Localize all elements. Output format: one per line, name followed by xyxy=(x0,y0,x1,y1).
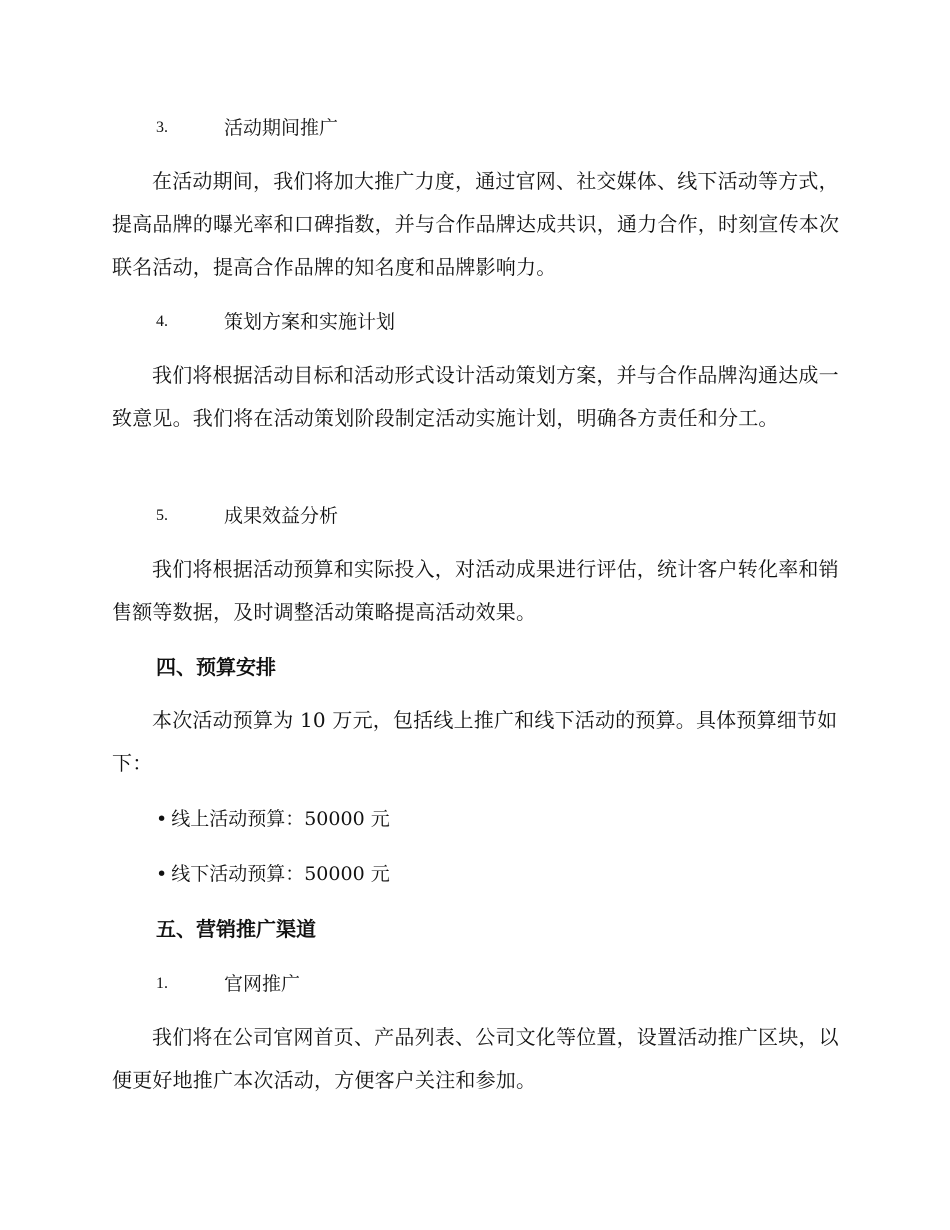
bullet-icon: • xyxy=(156,808,168,830)
list-number: 1. xyxy=(156,975,168,992)
paragraph-promotion: 在活动期间，我们将加大推广力度，通过官网、社交媒体、线下活动等方式，提高品牌的曝光率和口碑指数，并与合作品牌达成共识，通力合作，时刻宣传本次联名活动，提高合作品牌的知名度和品牌影响力。 xyxy=(112,169,840,279)
list-title: 成果效益分析 xyxy=(224,505,339,527)
list-title: 活动期间推广 xyxy=(224,117,339,139)
list-number: 3. xyxy=(156,119,168,136)
paragraph-analysis: 我们将根据活动预算和实际投入，对活动成果进行评估，统计客户转化率和销售额等数据，及时调整活动策略提高活动效果。 xyxy=(112,557,839,624)
list-number: 4. xyxy=(156,313,168,330)
paragraph-budget: 本次活动预算为 10 万元，包括线上推广和线下活动的预算。具体预算细节如下： xyxy=(112,708,838,775)
paragraph-plan: 我们将根据活动目标和活动形式设计活动策划方案，并与合作品牌沟通达成一致意见。我们将在活动策划阶段制定活动实施计划，明确各方责任和分工。 xyxy=(112,363,839,430)
list-title: 策划方案和实施计划 xyxy=(224,311,396,333)
bullet-item-online xyxy=(156,804,884,834)
paragraph-website: 我们将在公司官网首页、产品列表、公司文化等位置，设置活动推广区块，以便更好地推广本次活动，方便客户关注和参加。 xyxy=(112,1025,839,1092)
bullet-item-offline xyxy=(156,859,884,889)
bullet-text: 线下活动预算：50000 元 xyxy=(171,863,390,885)
section-heading-budget: 四、预算安排 xyxy=(156,655,276,679)
bullet-text: 线上活动预算：50000 元 xyxy=(171,808,390,830)
list-number: 5. xyxy=(156,507,168,524)
list-title: 官网推广 xyxy=(224,973,301,995)
section-heading-channels: 五、营销推广渠道 xyxy=(156,917,316,941)
bullet-icon: • xyxy=(156,863,168,885)
